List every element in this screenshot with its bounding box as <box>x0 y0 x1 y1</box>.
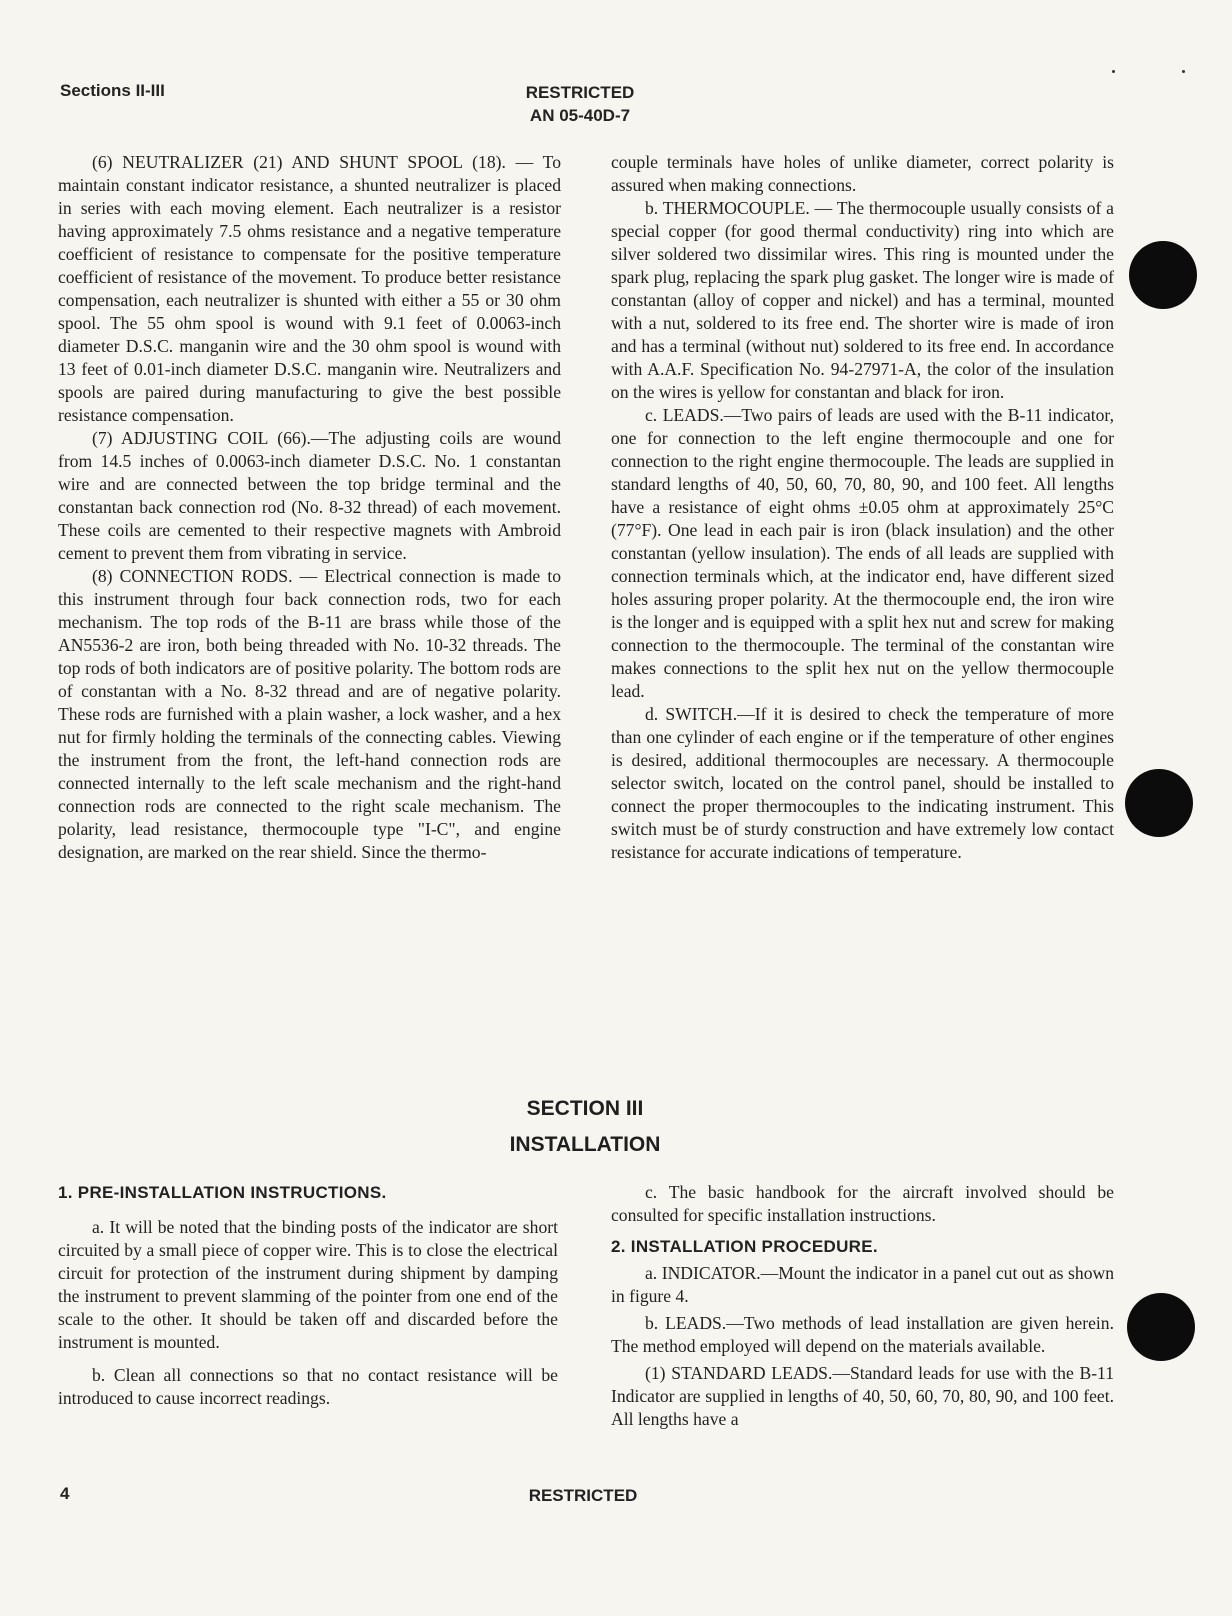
paragraph-adjusting-coil: (7) ADJUSTING COIL (66).—The adjusting coils are wound from 14.5 inches of 0.0063-inch diameter D.S.C. No. 1 constantan wire and are connected between the top bridge terminal and the constantan back connection rod (No. 8-32 thread) of each movement. These coils are cemented to their respective magnets with Ambroid cement to prevent them from vibrating in service. <box>58 428 561 563</box>
paragraph-connection-rods: (8) CONNECTION RODS. — Electrical connection is made to this instrument through four back connection rods, two for each mechanism. The top rods of the B-11 are brass while those of the AN5536-2 are iron, both being threaded with No. 10-32 threads. The top rods of both indicators are of positive polarity. The bottom rods are of constantan with a No. 8-32 thread and are of negative polarity. These rods are furnished with a plain washer, a lock washer, and a hex nut for firmly holding the terminals of the connecting cables. Viewing the instrument from the front, the left-hand connection rods are connected internally to the left scale mechanism and the right-hand connection rods are connected to the right scale mechanism. The polarity, lead resistance, thermocouple type "I-C", and engine designation, are marked on the rear shield. Since the thermo- <box>58 566 561 862</box>
paragraph-leads-methods: b. LEADS.—Two methods of lead installation are given herein. The method employed will depend on the materials available. <box>611 1313 1114 1356</box>
document-number: AN 05-40D-7 <box>529 106 631 125</box>
paragraph-leads: c. LEADS.—Two pairs of leads are used with the B-11 indicator, one for connection to the left engine thermocouple and one for connection to the right engine thermocouple. The leads are supplied in standard lengths of 40, 50, 60, 70, 80, 90, and 100 feet. All lengths have a resistance of eight ohms ±0.05 ohm at approximately 25°C (77°F). One lead in each pair is iron (black insulation) and the other constantan (yellow insulation). The ends of all leads are supplied with connection terminals which, at the indicator end, have different sized holes assuring proper polarity. At the thermocouple end, the iron wire is the longer and is equipped with a split hex nut and screw for making connection to the thermocouple. The terminal of the constantan wire makes connections to the split hex nut on the yellow thermocouple lead. <box>611 405 1114 701</box>
binder-hole <box>1125 769 1193 837</box>
paragraph-continuation: couple terminals have holes of unlike diameter, correct polarity is assured when making connections. <box>611 152 1114 195</box>
paragraph-clean-connections: b. Clean all connections so that no contact resistance will be introduced to cause incorrect readings. <box>58 1365 558 1408</box>
right-column-bottom <box>611 1181 1114 1431</box>
paragraph-basic-handbook: c. The basic handbook for the aircraft involved should be consulted for specific installation instructions. <box>611 1182 1114 1225</box>
section-title: INSTALLATION <box>509 1133 661 1156</box>
binder-hole <box>1127 1293 1195 1361</box>
binder-hole <box>1129 241 1197 309</box>
paragraph-neutralizer: (6) NEUTRALIZER (21) AND SHUNT SPOOL (18). — To maintain constant indicator resistance, a shunted neutralizer is placed in series with each moving element. Each neutralizer is a resistor having approximately 7.5 ohms resistance and a negative temperature coefficient of resistance to compensate for the positive temperature coefficient of resistance of the movement. To produce better resistance compensation, each neutralizer is shunted with either a 55 or 30 ohm spool. The 55 ohm spool is wound with 9.1 feet of 0.0063-inch diameter D.S.C. manganin wire and the 30 ohm spool is wound with 13 feet of 0.01-inch diameter D.S.C. manganin wire. Neutralizers and spools are paired during manufacturing to give the best possible resistance compensation. <box>58 152 561 425</box>
right-column-top <box>611 151 1114 864</box>
left-column-top <box>58 151 561 864</box>
section-label: Sections II-III <box>60 81 165 100</box>
section-number: SECTION III <box>526 1097 644 1120</box>
paragraph-standard-leads: (1) STANDARD LEADS.—Standard leads for use with the B-11 Indicator are supplied in lengths of 40, 50, 60, 70, 80, 90, and 100 feet. All lengths have a <box>611 1363 1114 1429</box>
speck <box>1182 70 1185 73</box>
speck <box>1112 70 1115 73</box>
left-column-bottom <box>58 1181 558 1410</box>
heading-installation-procedure: 2. INSTALLATION PROCEDURE. <box>611 1237 878 1256</box>
classification-footer: RESTRICTED <box>528 1486 638 1505</box>
header-block <box>0 81 1160 127</box>
paragraph-indicator: a. INDICATOR.—Mount the indicator in a panel cut out as shown in figure 4. <box>611 1263 1114 1306</box>
paragraph-switch: d. SWITCH.—If it is desired to check the temperature of more than one cylinder of each engine or if the temperature of other engines is desired, additional thermocouples are necessary. A thermocouple selector switch, located on the control panel, should be installed to connect the proper thermocouples to the indicating instrument. This switch must be of sturdy construction and have extremely low contact resistance for accurate indications of temperature. <box>611 704 1114 862</box>
classification-header: RESTRICTED <box>525 83 635 102</box>
page-number: 4 <box>60 1484 70 1503</box>
paragraph-binding-posts: a. It will be noted that the binding posts of the indicator are short circuited by a small piece of copper wire. This is to close the electrical circuit for protection of the instrument during shipment by damping the instrument to prevent slamming of the pointer from one end of the scale to the other. It should be taken off and discarded before the instrument is mounted. <box>58 1217 558 1352</box>
heading-pre-installation: 1. PRE-INSTALLATION INSTRUCTIONS. <box>58 1183 387 1202</box>
paragraph-thermocouple: b. THERMOCOUPLE. — The thermocouple usually consists of a special copper (for good thermal conductivity) ring into which are silver soldered two dissimilar wires. This ring is mounted under the spark plug, replacing the spark plug gasket. The longer wire is made of constantan (alloy of copper and nickel) and has a terminal, mounted with a nut, soldered to its free end. The shorter wire is made of iron and has a terminal (without nut) soldered to its free end. In accordance with A.A.F. Specification No. 94-27971-A, the color of the insulation on the wires is yellow for constantan and black for iron. <box>611 198 1114 402</box>
